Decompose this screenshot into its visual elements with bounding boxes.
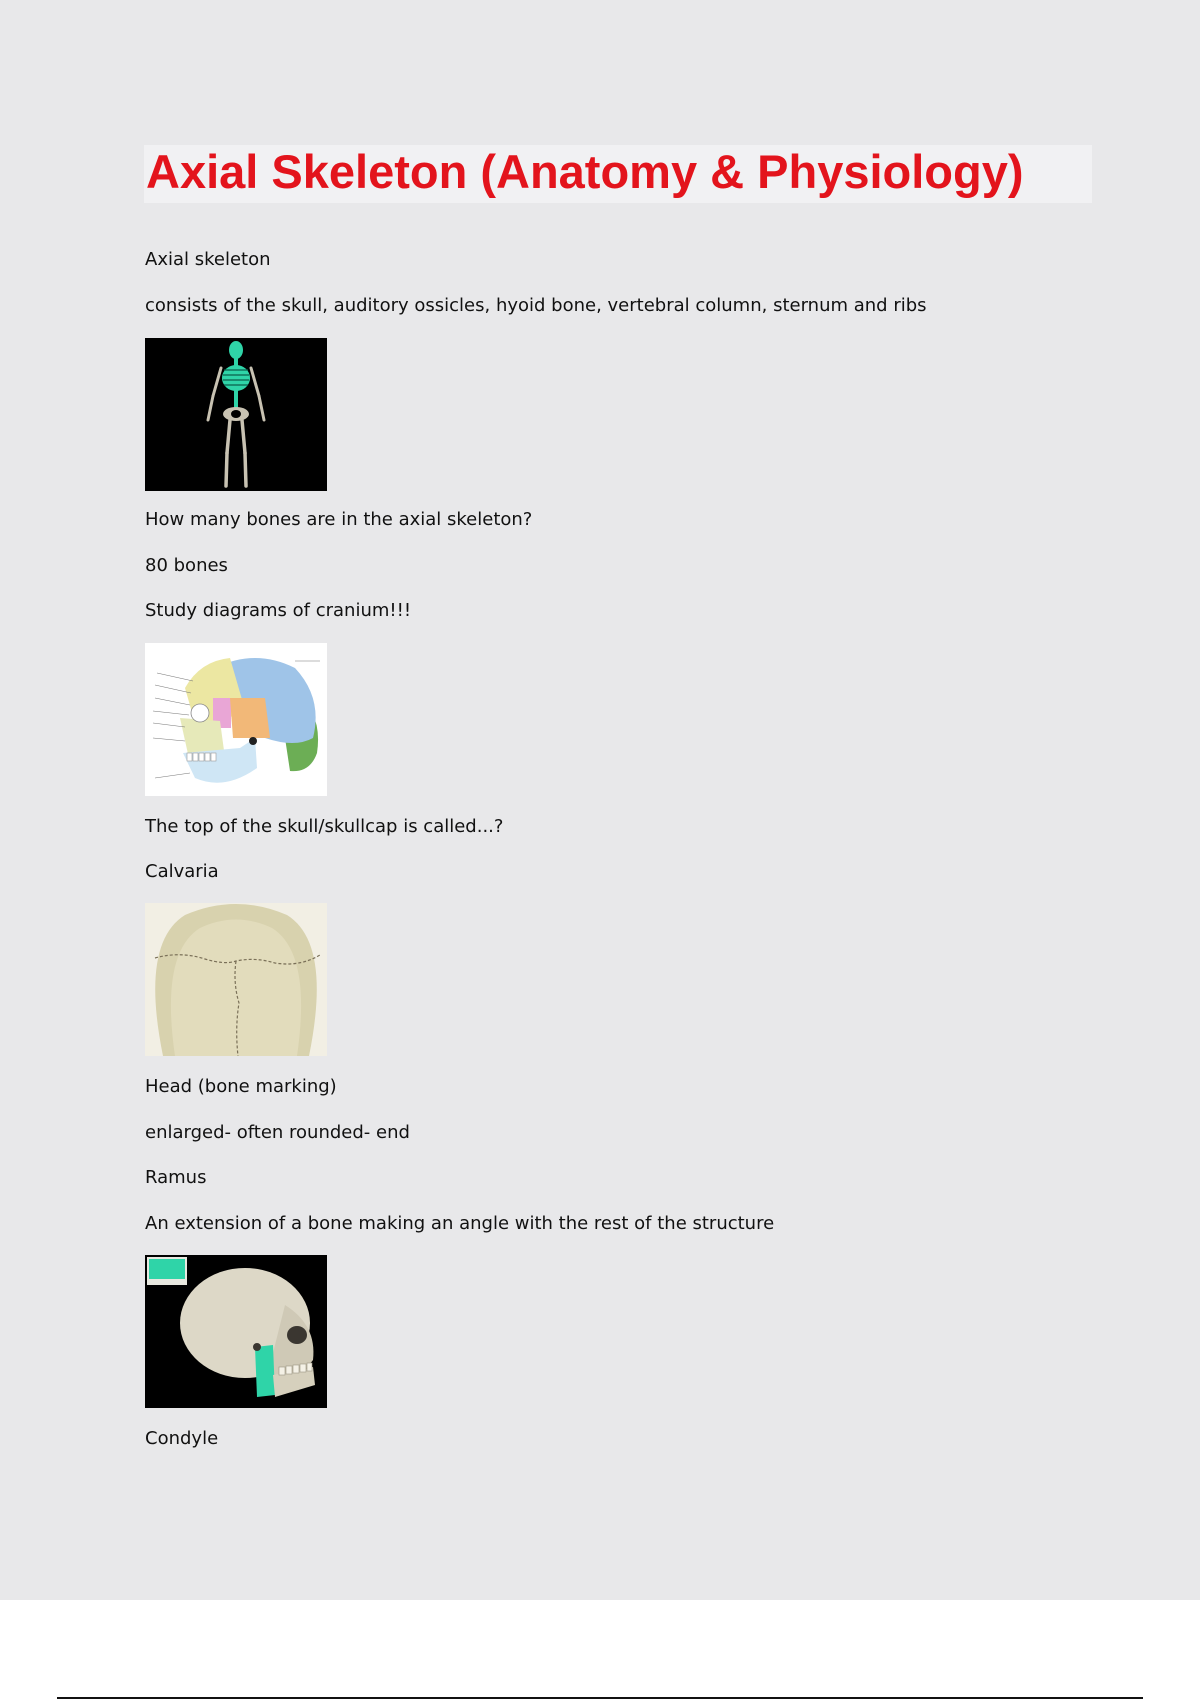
answer-text: 80 bones bbox=[145, 555, 228, 576]
term-text: Axial skeleton bbox=[145, 249, 271, 270]
document-title: Axial Skeleton (Anatomy & Physiology) bbox=[146, 145, 1024, 198]
term-text: Head (bone marking) bbox=[145, 1076, 337, 1097]
definition-text: An extension of a bone making an angle with the rest of the structure bbox=[145, 1213, 775, 1234]
footer-divider bbox=[57, 1697, 1143, 1699]
mandible-ramus-image bbox=[145, 1255, 327, 1408]
skeleton-image bbox=[145, 338, 327, 491]
term-text: Study diagrams of cranium!!! bbox=[145, 600, 412, 621]
question-text: How many bones are in the axial skeleton? bbox=[145, 509, 533, 530]
answer-text: Calvaria bbox=[145, 861, 219, 882]
calvaria-illustration bbox=[145, 903, 327, 1056]
definition-text: enlarged- often rounded- end bbox=[145, 1122, 410, 1143]
definition-text: consists of the skull, auditory ossicles, hyoid bone, vertebral column, sternum and ribs bbox=[145, 295, 927, 316]
cranium-illustration bbox=[145, 643, 327, 796]
term-text: Ramus bbox=[145, 1167, 207, 1188]
term-text: Condyle bbox=[145, 1428, 219, 1449]
calvaria-image bbox=[145, 903, 327, 1056]
question-text: The top of the skull/skullcap is called...? bbox=[145, 816, 504, 837]
cranium-diagram-image bbox=[145, 643, 327, 796]
skeleton-illustration bbox=[145, 338, 327, 491]
skull-illustration bbox=[145, 1255, 327, 1408]
